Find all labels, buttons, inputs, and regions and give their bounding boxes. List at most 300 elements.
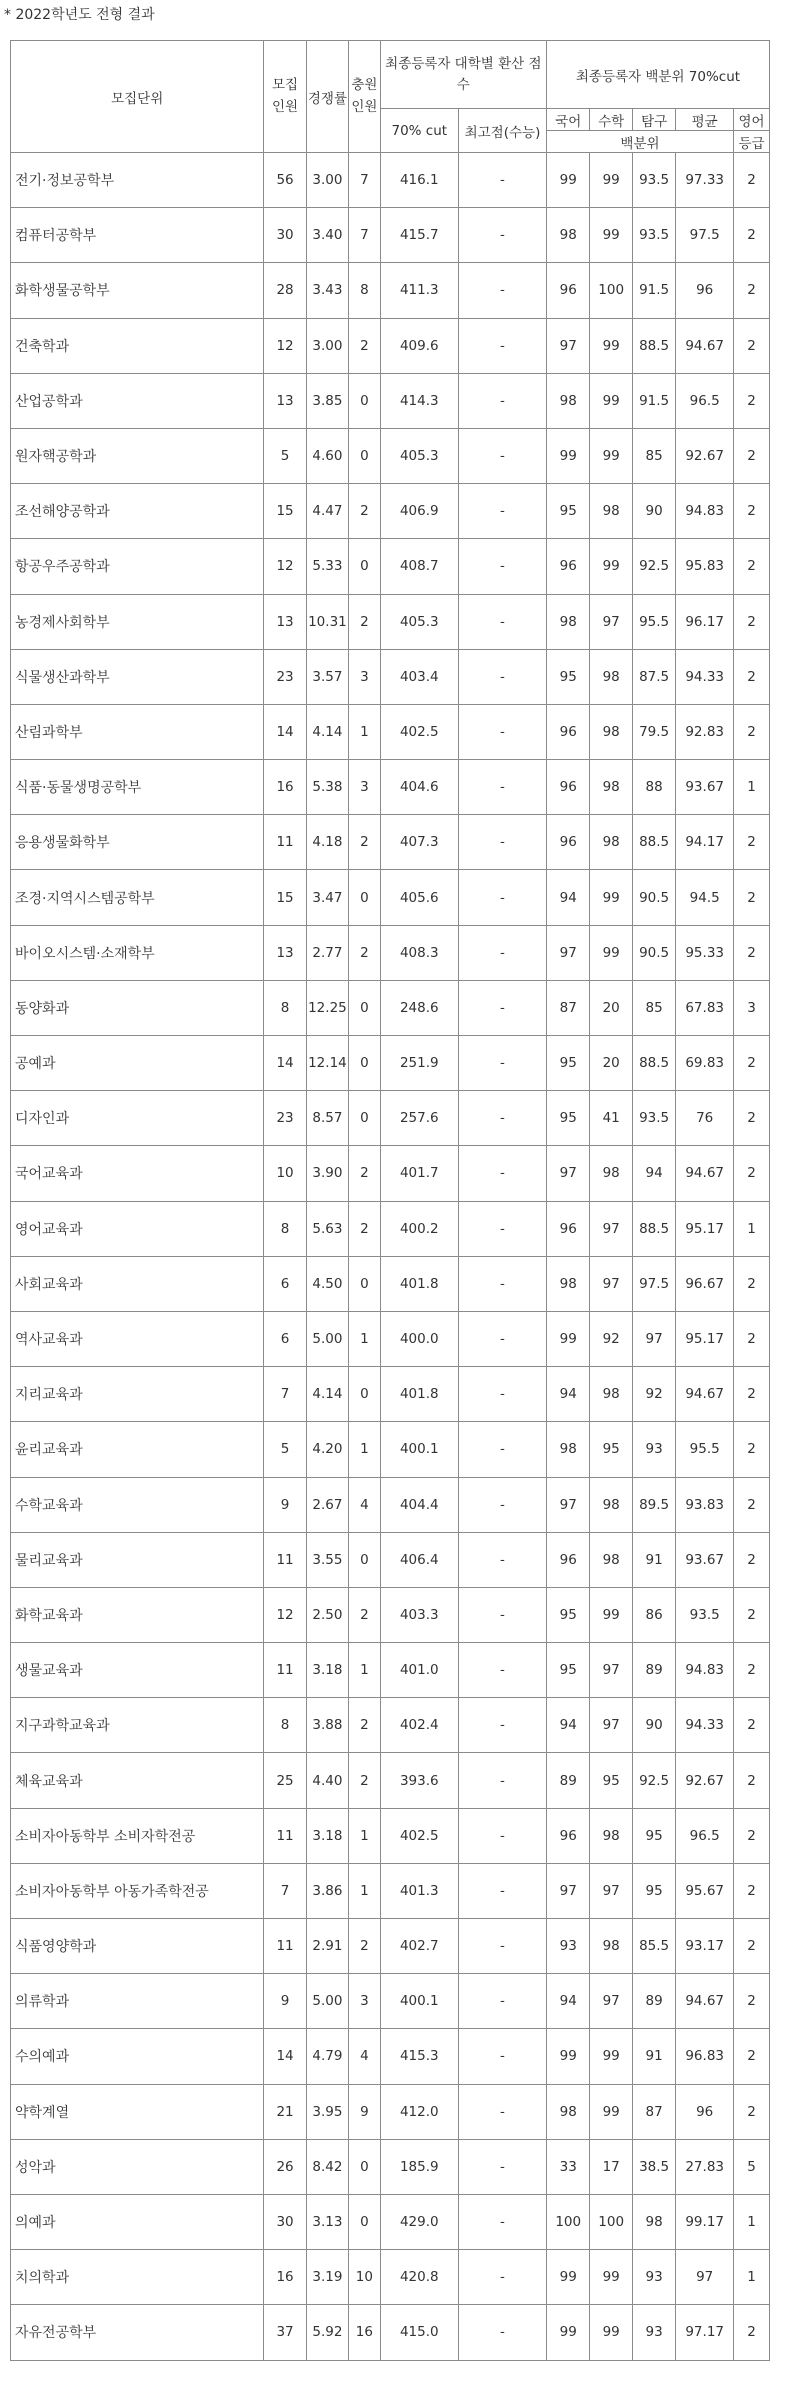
inquiry-cell: 86 [632, 1587, 675, 1642]
korean-cell: 94 [547, 1974, 590, 2029]
unit-cell: 영어교육과 [11, 1201, 264, 1256]
score-max-cell: - [458, 2194, 546, 2249]
english-grade-cell: 2 [733, 373, 769, 428]
score-70cut-cell: 406.9 [380, 484, 458, 539]
page-caption: * 2022학년도 전형 결과 [4, 7, 155, 23]
english-grade-cell: 2 [733, 1477, 769, 1532]
inquiry-cell: 90 [632, 1698, 675, 1753]
unit-cell: 자유전공학부 [11, 2305, 264, 2360]
unit-cell: 지리교육과 [11, 1367, 264, 1422]
quota-cell: 7 [264, 1863, 306, 1918]
average-cell: 94.17 [676, 815, 734, 870]
rate-cell: 4.14 [306, 1367, 348, 1422]
math-cell: 99 [590, 925, 632, 980]
math-cell: 99 [590, 208, 632, 263]
unit-cell: 전기·정보공학부 [11, 153, 264, 208]
inquiry-cell: 92 [632, 1367, 675, 1422]
score-70cut-cell: 403.4 [380, 649, 458, 704]
unit-cell: 소비자아동학부 소비자학전공 [11, 1808, 264, 1863]
unit-cell: 농경제사회학부 [11, 594, 264, 649]
inquiry-cell: 89 [632, 1974, 675, 2029]
english-grade-cell: 2 [733, 263, 769, 318]
table-row [11, 1974, 770, 2029]
korean-cell: 96 [547, 1201, 590, 1256]
score-max-cell: - [458, 594, 546, 649]
math-cell: 98 [590, 1367, 632, 1422]
average-cell: 93.67 [676, 760, 734, 815]
score-70cut-cell: 404.6 [380, 760, 458, 815]
additional-cell: 8 [349, 263, 381, 318]
inquiry-cell: 93 [632, 2305, 675, 2360]
score-70cut-cell: 400.1 [380, 1422, 458, 1477]
table-row [11, 2194, 770, 2249]
score-70cut-cell: 420.8 [380, 2250, 458, 2305]
admission-results-table [10, 40, 770, 2361]
additional-cell: 4 [349, 2029, 381, 2084]
additional-cell: 0 [349, 1532, 381, 1587]
average-cell: 95.83 [676, 539, 734, 594]
inquiry-cell: 93 [632, 2250, 675, 2305]
rate-cell: 4.79 [306, 2029, 348, 2084]
korean-cell: 97 [547, 318, 590, 373]
math-cell: 97 [590, 1256, 632, 1311]
english-grade-cell: 2 [733, 1367, 769, 1422]
english-grade-cell: 1 [733, 2194, 769, 2249]
additional-cell: 10 [349, 2250, 381, 2305]
table-row [11, 760, 770, 815]
quota-cell: 25 [264, 1753, 306, 1808]
unit-cell: 컴퓨터공학부 [11, 208, 264, 263]
average-cell: 93.83 [676, 1477, 734, 1532]
score-max-cell: - [458, 1532, 546, 1587]
english-grade-cell: 2 [733, 484, 769, 539]
math-cell: 98 [590, 649, 632, 704]
quota-cell: 37 [264, 2305, 306, 2360]
math-cell: 98 [590, 1146, 632, 1201]
table-row [11, 1863, 770, 1918]
quota-cell: 8 [264, 1698, 306, 1753]
average-cell: 94.5 [676, 870, 734, 925]
average-cell: 99.17 [676, 2194, 734, 2249]
additional-cell: 2 [349, 815, 381, 870]
english-grade-cell: 2 [733, 1753, 769, 1808]
quota-cell: 9 [264, 1477, 306, 1532]
korean-cell: 95 [547, 1091, 590, 1146]
score-70cut-cell: 400.1 [380, 1974, 458, 2029]
english-grade-cell: 2 [733, 925, 769, 980]
english-grade-cell: 1 [733, 760, 769, 815]
quota-cell: 16 [264, 760, 306, 815]
rate-cell: 5.00 [306, 1311, 348, 1366]
table-row [11, 373, 770, 428]
score-max-cell: - [458, 318, 546, 373]
header-additional-line2: 인원 [351, 98, 378, 115]
rate-cell: 5.92 [306, 2305, 348, 2360]
quota-cell: 30 [264, 208, 306, 263]
score-70cut-cell: 408.3 [380, 925, 458, 980]
score-max-cell: - [458, 980, 546, 1035]
korean-cell: 94 [547, 1698, 590, 1753]
score-70cut-cell: 400.2 [380, 1201, 458, 1256]
english-grade-cell: 2 [733, 1643, 769, 1698]
table-row [11, 1146, 770, 1201]
inquiry-cell: 85 [632, 428, 675, 483]
inquiry-cell: 97 [632, 1311, 675, 1366]
unit-cell: 약학계열 [11, 2084, 264, 2139]
rate-cell: 3.57 [306, 649, 348, 704]
additional-cell: 1 [349, 1808, 381, 1863]
score-70cut-cell: 185.9 [380, 2139, 458, 2194]
rate-cell: 3.40 [306, 208, 348, 263]
korean-cell: 97 [547, 1477, 590, 1532]
rate-cell: 4.18 [306, 815, 348, 870]
table-row [11, 1256, 770, 1311]
table-row [11, 815, 770, 870]
score-max-cell: - [458, 208, 546, 263]
table-row [11, 1367, 770, 1422]
additional-cell: 16 [349, 2305, 381, 2360]
score-70cut-cell: 251.9 [380, 1036, 458, 1091]
rate-cell: 3.85 [306, 373, 348, 428]
math-cell: 98 [590, 760, 632, 815]
unit-cell: 소비자아동학부 아동가족학전공 [11, 1863, 264, 1918]
english-grade-cell: 2 [733, 1698, 769, 1753]
korean-cell: 89 [547, 1753, 590, 1808]
additional-cell: 0 [349, 1367, 381, 1422]
average-cell: 92.83 [676, 704, 734, 759]
score-70cut-cell: 415.7 [380, 208, 458, 263]
score-70cut-cell: 405.3 [380, 428, 458, 483]
quota-cell: 26 [264, 2139, 306, 2194]
unit-cell: 물리교육과 [11, 1532, 264, 1587]
quota-cell: 7 [264, 1367, 306, 1422]
table-row [11, 1587, 770, 1642]
inquiry-cell: 92.5 [632, 539, 675, 594]
score-max-cell: - [458, 1587, 546, 1642]
inquiry-cell: 88 [632, 760, 675, 815]
quota-cell: 30 [264, 2194, 306, 2249]
unit-cell: 조경·지역시스템공학부 [11, 870, 264, 925]
unit-cell: 의류학과 [11, 1974, 264, 2029]
korean-cell: 97 [547, 1146, 590, 1201]
additional-cell: 2 [349, 1201, 381, 1256]
average-cell: 92.67 [676, 1753, 734, 1808]
english-grade-cell: 5 [733, 2139, 769, 2194]
header-score-group: 최종등록자 대학별 환산 점수 [380, 41, 546, 109]
inquiry-cell: 90.5 [632, 870, 675, 925]
unit-cell: 건축학과 [11, 318, 264, 373]
math-cell: 100 [590, 263, 632, 318]
math-cell: 17 [590, 2139, 632, 2194]
unit-cell: 수의예과 [11, 2029, 264, 2084]
table-row [11, 649, 770, 704]
table-row [11, 2084, 770, 2139]
math-cell: 99 [590, 2305, 632, 2360]
quota-cell: 6 [264, 1311, 306, 1366]
korean-cell: 87 [547, 980, 590, 1035]
rate-cell: 3.55 [306, 1532, 348, 1587]
rate-cell: 3.18 [306, 1643, 348, 1698]
inquiry-cell: 94 [632, 1146, 675, 1201]
table-row [11, 1532, 770, 1587]
unit-cell: 산업공학과 [11, 373, 264, 428]
rate-cell: 2.67 [306, 1477, 348, 1532]
header-average: 평균 [676, 109, 734, 131]
average-cell: 96.83 [676, 2029, 734, 2084]
rate-cell: 10.31 [306, 594, 348, 649]
score-70cut-cell: 401.8 [380, 1367, 458, 1422]
score-max-cell: - [458, 1201, 546, 1256]
inquiry-cell: 91.5 [632, 373, 675, 428]
korean-cell: 96 [547, 263, 590, 318]
rate-cell: 5.63 [306, 1201, 348, 1256]
math-cell: 92 [590, 1311, 632, 1366]
inquiry-cell: 87.5 [632, 649, 675, 704]
average-cell: 95.67 [676, 1863, 734, 1918]
table-row [11, 925, 770, 980]
unit-cell: 응용생물화학부 [11, 815, 264, 870]
korean-cell: 94 [547, 1367, 590, 1422]
score-max-cell: - [458, 1808, 546, 1863]
math-cell: 97 [590, 594, 632, 649]
table-row [11, 263, 770, 318]
unit-cell: 치의학과 [11, 2250, 264, 2305]
unit-cell: 성악과 [11, 2139, 264, 2194]
average-cell: 94.83 [676, 484, 734, 539]
quota-cell: 5 [264, 1422, 306, 1477]
additional-cell: 7 [349, 208, 381, 263]
additional-cell: 0 [349, 373, 381, 428]
unit-cell: 생물교육과 [11, 1643, 264, 1698]
rate-cell: 3.90 [306, 1146, 348, 1201]
rate-cell: 3.18 [306, 1808, 348, 1863]
unit-cell: 수학교육과 [11, 1477, 264, 1532]
header-quota-line2: 인원 [271, 98, 299, 115]
table-row [11, 1919, 770, 1974]
quota-cell: 15 [264, 484, 306, 539]
average-cell: 97.5 [676, 208, 734, 263]
average-cell: 76 [676, 1091, 734, 1146]
additional-cell: 0 [349, 2139, 381, 2194]
score-70cut-cell: 402.5 [380, 1808, 458, 1863]
table-row [11, 870, 770, 925]
inquiry-cell: 92.5 [632, 1753, 675, 1808]
quota-cell: 11 [264, 1532, 306, 1587]
average-cell: 97.33 [676, 153, 734, 208]
unit-cell: 바이오시스템·소재학부 [11, 925, 264, 980]
additional-cell: 2 [349, 1587, 381, 1642]
additional-cell: 0 [349, 428, 381, 483]
table-row [11, 208, 770, 263]
math-cell: 99 [590, 539, 632, 594]
score-70cut-cell: 404.4 [380, 1477, 458, 1532]
header-score-70cut: 70% cut [380, 109, 458, 153]
math-cell: 99 [590, 153, 632, 208]
english-grade-cell: 2 [733, 2305, 769, 2360]
rate-cell: 3.86 [306, 1863, 348, 1918]
unit-cell: 윤리교육과 [11, 1422, 264, 1477]
unit-cell: 화학교육과 [11, 1587, 264, 1642]
korean-cell: 100 [547, 2194, 590, 2249]
table-row [11, 1091, 770, 1146]
score-70cut-cell: 402.5 [380, 704, 458, 759]
additional-cell: 2 [349, 318, 381, 373]
table-row [11, 539, 770, 594]
rate-cell: 3.95 [306, 2084, 348, 2139]
unit-cell: 산림과학부 [11, 704, 264, 759]
korean-cell: 99 [547, 428, 590, 483]
score-max-cell: - [458, 1311, 546, 1366]
table-row [11, 1698, 770, 1753]
table-row [11, 1036, 770, 1091]
header-additional [349, 41, 381, 153]
quota-cell: 56 [264, 153, 306, 208]
quota-cell: 14 [264, 704, 306, 759]
english-grade-cell: 3 [733, 980, 769, 1035]
korean-cell: 96 [547, 815, 590, 870]
korean-cell: 99 [547, 2029, 590, 2084]
table-row [11, 1477, 770, 1532]
score-max-cell: - [458, 1698, 546, 1753]
rate-cell: 3.88 [306, 1698, 348, 1753]
english-grade-cell: 2 [733, 153, 769, 208]
unit-cell: 조선해양공학과 [11, 484, 264, 539]
score-70cut-cell: 257.6 [380, 1091, 458, 1146]
english-grade-cell: 2 [733, 539, 769, 594]
score-max-cell: - [458, 760, 546, 815]
quota-cell: 14 [264, 2029, 306, 2084]
score-max-cell: - [458, 870, 546, 925]
average-cell: 96.5 [676, 1808, 734, 1863]
korean-cell: 96 [547, 704, 590, 759]
math-cell: 97 [590, 1863, 632, 1918]
additional-cell: 0 [349, 980, 381, 1035]
quota-cell: 12 [264, 1587, 306, 1642]
english-grade-cell: 2 [733, 428, 769, 483]
rate-cell: 4.40 [306, 1753, 348, 1808]
result-rows [11, 153, 770, 2361]
average-cell: 27.83 [676, 2139, 734, 2194]
header-percentile: 백분위 [547, 131, 734, 153]
rate-cell: 4.60 [306, 428, 348, 483]
korean-cell: 98 [547, 594, 590, 649]
average-cell: 95.17 [676, 1311, 734, 1366]
score-70cut-cell: 429.0 [380, 2194, 458, 2249]
table-row [11, 1311, 770, 1366]
score-max-cell: - [458, 1863, 546, 1918]
average-cell: 93.5 [676, 1587, 734, 1642]
score-70cut-cell: 401.8 [380, 1256, 458, 1311]
average-cell: 94.33 [676, 1698, 734, 1753]
math-cell: 99 [590, 2250, 632, 2305]
english-grade-cell: 2 [733, 1532, 769, 1587]
korean-cell: 98 [547, 373, 590, 428]
math-cell: 97 [590, 1643, 632, 1698]
score-max-cell: - [458, 428, 546, 483]
unit-cell: 동양화과 [11, 980, 264, 1035]
score-70cut-cell: 411.3 [380, 263, 458, 318]
average-cell: 96.5 [676, 373, 734, 428]
english-grade-cell: 2 [733, 1919, 769, 1974]
korean-cell: 95 [547, 1643, 590, 1698]
rate-cell: 12.25 [306, 980, 348, 1035]
quota-cell: 11 [264, 1808, 306, 1863]
korean-cell: 96 [547, 539, 590, 594]
quota-cell: 6 [264, 1256, 306, 1311]
quota-cell: 21 [264, 2084, 306, 2139]
table-row [11, 2305, 770, 2360]
math-cell: 100 [590, 2194, 632, 2249]
header-score-max: 최고점(수능) [458, 109, 546, 153]
score-max-cell: - [458, 1422, 546, 1477]
math-cell: 99 [590, 2029, 632, 2084]
korean-cell: 98 [547, 208, 590, 263]
inquiry-cell: 88.5 [632, 1036, 675, 1091]
korean-cell: 97 [547, 925, 590, 980]
english-grade-cell: 2 [733, 2084, 769, 2139]
score-max-cell: - [458, 704, 546, 759]
unit-cell: 원자핵공학과 [11, 428, 264, 483]
math-cell: 98 [590, 1477, 632, 1532]
additional-cell: 2 [349, 925, 381, 980]
inquiry-cell: 91 [632, 1532, 675, 1587]
english-grade-cell: 2 [733, 1091, 769, 1146]
additional-cell: 2 [349, 594, 381, 649]
header-percentile-group: 최종등록자 백분위 70%cut [547, 41, 770, 109]
score-70cut-cell: 415.0 [380, 2305, 458, 2360]
unit-cell: 공예과 [11, 1036, 264, 1091]
math-cell: 99 [590, 428, 632, 483]
additional-cell: 0 [349, 1091, 381, 1146]
score-max-cell: - [458, 2139, 546, 2194]
table-row [11, 1753, 770, 1808]
unit-cell: 화학생물공학부 [11, 263, 264, 318]
english-grade-cell: 2 [733, 1587, 769, 1642]
english-grade-cell: 2 [733, 1036, 769, 1091]
score-max-cell: - [458, 539, 546, 594]
math-cell: 99 [590, 2084, 632, 2139]
math-cell: 98 [590, 704, 632, 759]
score-max-cell: - [458, 1091, 546, 1146]
score-max-cell: - [458, 2084, 546, 2139]
additional-cell: 7 [349, 153, 381, 208]
english-grade-cell: 2 [733, 1863, 769, 1918]
quota-cell: 9 [264, 1974, 306, 2029]
quota-cell: 8 [264, 1201, 306, 1256]
korean-cell: 95 [547, 1036, 590, 1091]
korean-cell: 98 [547, 1422, 590, 1477]
score-max-cell: - [458, 373, 546, 428]
average-cell: 97 [676, 2250, 734, 2305]
average-cell: 95.17 [676, 1201, 734, 1256]
inquiry-cell: 91 [632, 2029, 675, 2084]
table-row [11, 1643, 770, 1698]
math-cell: 20 [590, 1036, 632, 1091]
score-max-cell: - [458, 484, 546, 539]
average-cell: 69.83 [676, 1036, 734, 1091]
score-max-cell: - [458, 815, 546, 870]
english-grade-cell: 2 [733, 2029, 769, 2084]
score-max-cell: - [458, 1036, 546, 1091]
inquiry-cell: 88.5 [632, 815, 675, 870]
table-row [11, 704, 770, 759]
rate-cell: 2.50 [306, 1587, 348, 1642]
average-cell: 96 [676, 263, 734, 318]
math-cell: 99 [590, 870, 632, 925]
score-max-cell: - [458, 2029, 546, 2084]
unit-cell: 디자인과 [11, 1091, 264, 1146]
inquiry-cell: 90.5 [632, 925, 675, 980]
